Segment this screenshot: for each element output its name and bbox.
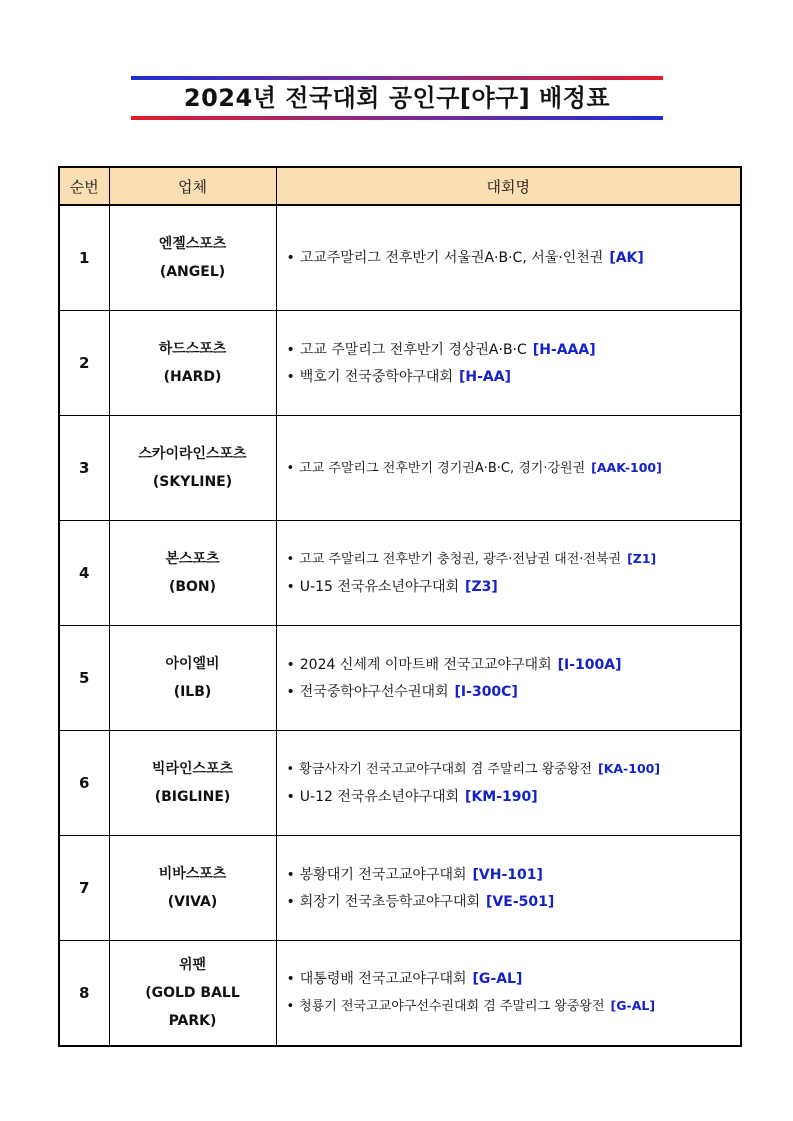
company-name-en: (GOLD BALL PARK) (145, 985, 240, 1029)
event-item (287, 788, 740, 806)
event-item (287, 550, 740, 569)
event-item (287, 249, 740, 267)
row-num: 7 (59, 836, 109, 941)
event-item (287, 997, 740, 1016)
bullet: • (286, 460, 295, 476)
company-name: 위팬 (178, 957, 207, 973)
event-name: 청룡기 전국고교야구선수권대회 겸 주말리그 왕중왕전 (299, 999, 605, 1014)
ball-code: [G-AL] (472, 971, 523, 987)
ball-code: [KM-190] (465, 789, 538, 805)
row-num: 3 (59, 416, 109, 521)
ball-code: [KA-100] (597, 761, 661, 776)
event-item (287, 368, 740, 386)
company-name: 엔젤스포츠 (158, 236, 227, 252)
title-top-rule (131, 76, 663, 80)
company-name-en: (SKYLINE) (152, 474, 233, 490)
event-cell (276, 521, 741, 626)
table-row (59, 416, 741, 521)
event-item (287, 459, 740, 478)
bullet: • (286, 368, 295, 385)
company-cell (109, 836, 276, 941)
table-row (59, 941, 741, 1047)
event-cell (276, 941, 741, 1047)
company-name-en: (HARD) (163, 369, 222, 385)
company-name-en: (ILB) (173, 684, 212, 700)
row-num: 4 (59, 521, 109, 626)
event-item (287, 760, 740, 779)
table-row (59, 205, 741, 311)
event-item (287, 683, 740, 701)
bullet: • (286, 683, 295, 700)
company-name: 스카이라인스포츠 (138, 446, 247, 462)
event-cell (276, 626, 741, 731)
ball-code: [AK] (609, 250, 644, 266)
company-name-en: (BIGLINE) (154, 789, 231, 805)
row-num: 1 (59, 205, 109, 311)
ball-code: [AAK-100] (591, 459, 662, 475)
bullet: • (286, 579, 295, 595)
ball-code: [H-AA] (458, 368, 511, 385)
event-item (287, 970, 740, 988)
company-name: 하드스포츠 (158, 341, 227, 357)
table-row (59, 836, 741, 941)
event-cell (276, 205, 741, 311)
ball-code: [VH-101] (472, 866, 543, 883)
event-name: 황금사자기 전국고교야구대회 겸 주말리그 왕중왕전 (299, 762, 592, 777)
row-num: 5 (59, 626, 109, 731)
row-num: 6 (59, 731, 109, 836)
company-name: 아이엘비 (165, 656, 220, 672)
event-cell (276, 416, 741, 521)
event-cell (276, 836, 741, 941)
company-name-en: (ANGEL) (159, 264, 226, 280)
bullet: • (286, 656, 295, 673)
event-name: 고교 주말리그 전후반기 경기권A·B·C, 경기·강원권 (299, 460, 586, 476)
event-name: 전국중학야구선수권대회 (299, 683, 449, 700)
ball-code: [Z3] (465, 579, 498, 595)
event-item (287, 893, 740, 911)
bullet: • (286, 971, 295, 987)
event-cell (276, 311, 741, 416)
bullet: • (286, 999, 295, 1014)
event-item (287, 578, 740, 596)
row-num: 2 (59, 311, 109, 416)
event-name: 회장기 전국초등학교야구대회 (299, 893, 481, 910)
company-cell (109, 311, 276, 416)
event-name: 고교 주말리그 전후반기 충청권, 광주·전남권 대전·전북권 (299, 552, 622, 567)
event-name: U-15 전국유소년야구대회 (299, 579, 460, 595)
table-row (59, 731, 741, 836)
company-name-en: (VIVA) (167, 894, 218, 910)
company-cell (109, 731, 276, 836)
ball-code: [H-AAA] (532, 341, 596, 358)
event-item (287, 341, 740, 359)
company-cell (109, 205, 276, 311)
table-header-row (59, 167, 741, 205)
event-name: 봉황대기 전국고교야구대회 (299, 866, 467, 883)
company-cell (109, 416, 276, 521)
company-cell (109, 941, 276, 1047)
event-name: 고교주말리그 전후반기 서울권A·B·C, 서울·인천권 (299, 250, 604, 266)
title-block (131, 76, 663, 120)
ball-code: [G-AL] (610, 998, 656, 1013)
header-num: 순번 (59, 167, 109, 205)
page-title: 2024년 전국대회 공인구[야구] 배정표 (183, 84, 611, 112)
ball-code: [VE-501] (486, 893, 555, 910)
event-item (287, 866, 740, 884)
header-event: 대회명 (276, 167, 741, 205)
bullet: • (286, 341, 295, 358)
event-name: 백호기 전국중학야구대회 (299, 368, 453, 385)
company-name: 본스포츠 (165, 551, 220, 567)
ball-assignment-table (58, 166, 742, 1047)
event-name: 2024 신세계 이마트배 전국고교야구대회 (299, 656, 552, 673)
bullet: • (286, 762, 295, 777)
company-cell (109, 521, 276, 626)
table-row (59, 311, 741, 416)
event-cell (276, 731, 741, 836)
event-name: U-12 전국유소년야구대회 (299, 789, 460, 805)
bullet: • (286, 866, 295, 883)
header-company: 업체 (109, 167, 276, 205)
row-num: 8 (59, 941, 109, 1047)
event-item (287, 656, 740, 674)
company-name: 비바스포츠 (158, 866, 227, 882)
ball-code: [Z1] (627, 551, 657, 566)
event-name: 고교 주말리그 전후반기 경상권A·B·C (299, 341, 527, 358)
bullet: • (286, 893, 295, 910)
company-name-en: (BON) (168, 579, 217, 595)
bullet: • (286, 552, 295, 567)
event-name: 대통령배 전국고교야구대회 (299, 971, 467, 987)
title-bottom-rule (131, 116, 663, 120)
table-row (59, 626, 741, 731)
bullet: • (286, 789, 295, 805)
company-cell (109, 626, 276, 731)
ball-code: [I-100A] (557, 656, 622, 673)
company-name: 빅라인스포츠 (151, 761, 234, 777)
ball-code: [I-300C] (454, 683, 518, 700)
bullet: • (286, 250, 295, 266)
table-row (59, 521, 741, 626)
